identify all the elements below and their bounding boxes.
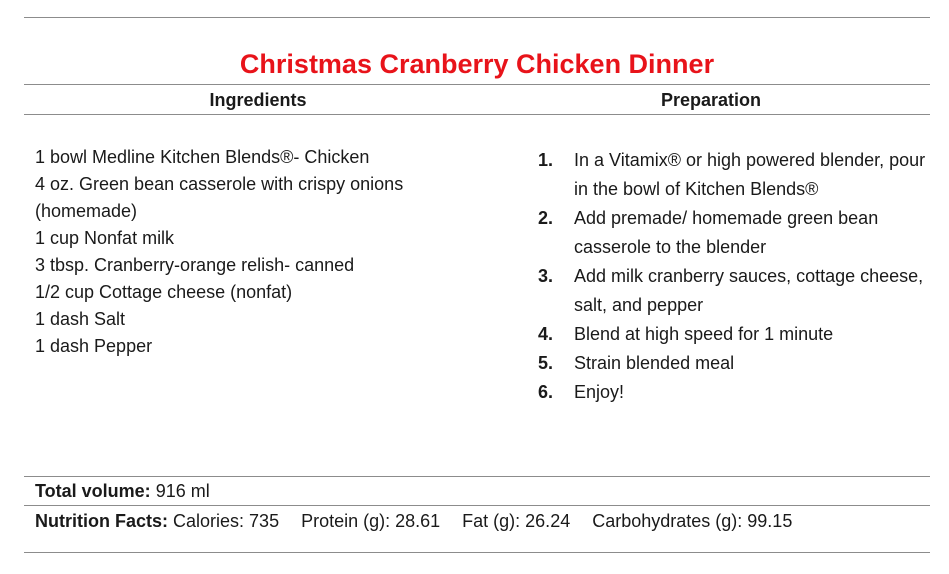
nutrition-facts [35,509,792,533]
step-item [538,349,928,378]
nutrition-protein: Protein (g): 28.61 [301,511,441,531]
step-number: 2. [538,208,554,228]
step-text: Add premade/ homemade green bean casserole to the blender [574,208,879,257]
step-number: 5. [538,353,554,373]
total-volume [35,479,210,503]
step-number: 1. [538,150,554,170]
ingredients-header: Ingredients [209,90,307,110]
ingredient-item: 1 cup Nonfat milk [35,228,175,248]
ingredient-item: 1 dash Salt [35,309,126,329]
step-text: In a Vitamix® or high powered blender, pour in the bowl of Kitchen Blends® [574,150,926,199]
ingredient-item: 1/2 cup Cottage cheese (nonfat) [35,282,293,302]
total-top-rule [24,476,930,477]
preparation-steps [538,146,928,407]
ingredient-item: 1 bowl Medline Kitchen Blends®- Chicken [35,147,370,167]
step-item [538,204,928,262]
bottom-rule [24,552,930,553]
step-item [538,146,928,204]
nutrition-label: Nutrition Facts: [35,511,168,531]
step-number: 6. [538,382,554,402]
nutrition-calories: Calories: 735 [173,511,280,531]
step-item [538,262,928,320]
ingredients-list [35,144,485,360]
step-text: Add milk cranberry sauces, cottage cheese, salt, and pepper [574,266,924,315]
step-item [538,320,928,349]
recipe-title: Christmas Cranberry Chicken Dinner [239,49,715,79]
ingredient-item: 1 dash Pepper [35,336,153,356]
nutrition-carbs: Carbohydrates (g): 99.15 [592,511,793,531]
ingredient-item: 3 tbsp. Cranberry-orange relish- canned [35,255,355,275]
total-volume-label: Total volume: [35,481,151,501]
step-text: Strain blended meal [574,353,735,373]
step-item [538,378,928,407]
total-volume-value: 916 ml [155,481,210,501]
top-rule [24,17,930,18]
ingredient-item: 4 oz. Green bean casserole with crispy onions (homemade) [35,174,404,221]
step-number: 4. [538,324,554,344]
step-number: 3. [538,266,554,286]
header-rule [24,114,930,115]
preparation-header: Preparation [660,90,762,110]
total-bottom-rule [24,505,930,506]
step-text: Blend at high speed for 1 minute [574,324,834,344]
step-text: Enjoy! [574,382,625,402]
nutrition-fat: Fat (g): 26.24 [462,511,571,531]
title-rule [24,84,930,85]
